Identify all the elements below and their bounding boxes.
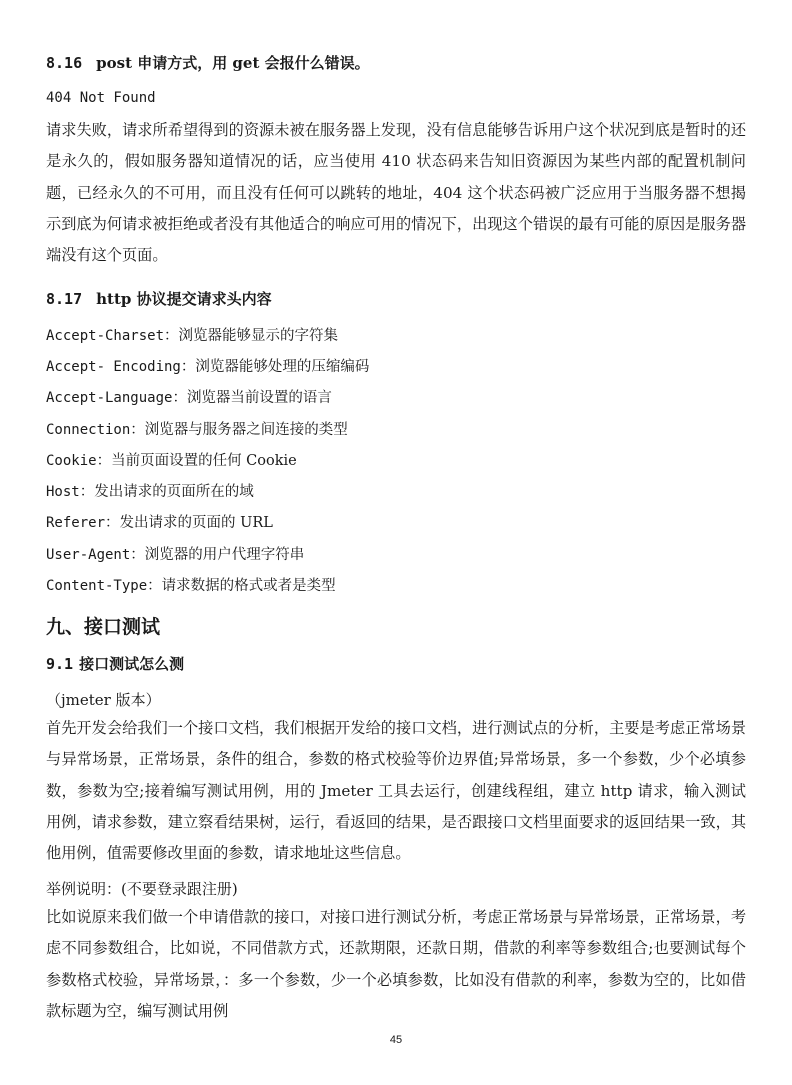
header-separator: ：	[79, 484, 95, 500]
section-9-1-paragraph: 首先开发会给我们一个接口文档，我们根据开发给的接口文档，进行测试点的分析，主要是考虑正常场景与异常场景，正常场景，条件的组合，参数的格式校验等价边界值;异常场景，多一个参数，少个必填参数，参数为空;接着编写测试用例，用的 Jmeter 工具去运行，创建线程组，建立 http 请求，输入测试用例，请求参数，建立察看结果树，运行，看返回的结果，是否跟接口文档里面要求的返回结果一致，其他用例，值需要修改里面的参数，请求地址这些信息。	[46, 719, 746, 863]
header-desc: 浏览器当前设置的语言	[186, 390, 332, 406]
section-title: post 申请方式，用 get 会报什么错误。	[96, 54, 370, 72]
header-desc: 请求数据的格式或者是类型	[161, 578, 336, 594]
section-8-17-heading	[46, 288, 272, 309]
header-separator: ：	[96, 453, 112, 469]
header-key: User-Agent	[46, 547, 131, 563]
header-separator: ：	[130, 422, 145, 438]
section-9-1-heading	[46, 653, 184, 674]
section-number: 8.17	[46, 290, 83, 308]
header-desc: 浏览器与服务器之间连接的类型	[144, 422, 348, 438]
header-desc: 发出请求的页面的 URL	[119, 515, 273, 531]
header-item-accept-charset	[46, 324, 338, 345]
header-item-connection	[46, 418, 348, 439]
header-separator: ：	[105, 515, 120, 531]
header-separator: ：	[164, 328, 179, 344]
header-item-host	[46, 480, 254, 501]
header-desc: 当前页面设置的任何 Cookie	[111, 453, 297, 469]
header-desc: 浏览器能够显示的字符集	[178, 328, 339, 344]
header-key: Accept-Language	[46, 390, 173, 406]
header-separator: ：	[130, 547, 145, 563]
header-key: Host	[46, 484, 80, 500]
header-item-cookie	[46, 449, 297, 470]
section-8-16-paragraph: 请求失败，请求所希望得到的资源未被在服务器上发现，没有信息能够告诉用户这个状况到底是暂时的还是永久的，假如服务器知道情况的话，应当使用 410 状态码来告知旧资源因为某些内部的配置机制问题，已经永久的不可用，而且没有任何可以跳转的地址，404 这个状态码被广泛应用于当服务器不想揭示到底为何请求被拒绝或者没有其他适合的响应可用的情况下，出现这个错误的最有可能的原因是服务器端没有这个页面。	[46, 121, 746, 265]
header-key: Connection	[46, 422, 131, 438]
header-separator: ：	[147, 578, 162, 594]
header-separator: ：	[172, 390, 187, 406]
example-label: 举例说明：(不要登录跟注册)	[46, 880, 238, 898]
header-item-accept-language	[46, 386, 332, 407]
header-item-content-type	[46, 574, 336, 595]
header-key: Accept-Charset	[46, 328, 165, 344]
header-key: Content-Type	[46, 578, 148, 594]
header-desc: 发出请求的页面所在的域	[94, 484, 254, 500]
section-8-16-heading	[46, 52, 370, 73]
header-separator: ：	[180, 359, 196, 375]
example-paragraph: 比如说原来我们做一个申请借款的接口，对接口进行测试分析，考虑正常场景与异常场景，正常场景，考虑不同参数组合，比如说，不同借款方式，还款期限，还款日期，借款的利率等参数组合;也要测试每个参数格式校验，异常场景，：多一个参数，少一个必填参数，比如没有借款的利率，参数为空的，比如借款标题为空，编写测试用例	[46, 908, 746, 1020]
status-code-line: 404 Not Found	[46, 90, 156, 106]
header-item-user-agent	[46, 543, 304, 564]
header-key: Referer	[46, 515, 106, 531]
section-number: 8.16	[46, 54, 83, 72]
page-number: 45	[389, 1034, 403, 1046]
section-title: http 协议提交请求头内容	[96, 290, 272, 308]
version-note: （jmeter 版本）	[46, 691, 161, 709]
header-desc: 浏览器能够处理的压缩编码	[195, 359, 370, 375]
header-item-referer	[46, 511, 273, 532]
header-item-accept-encoding	[46, 355, 369, 376]
section-number: 9.1	[46, 655, 74, 673]
header-key: Cookie	[46, 453, 97, 469]
header-desc: 浏览器的用户代理字符串	[144, 547, 305, 563]
header-key: Accept- Encoding	[46, 359, 181, 375]
chapter-9-heading: 九、接口测试	[46, 616, 161, 638]
section-title: 接口测试怎么测	[79, 655, 185, 673]
